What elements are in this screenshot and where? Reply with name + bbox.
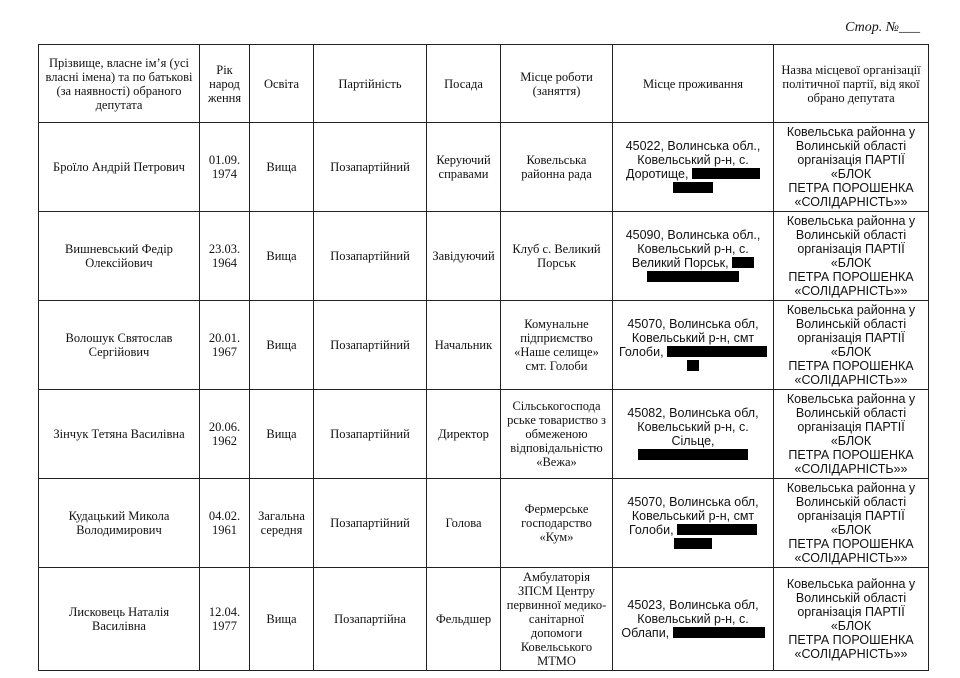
cell-party: Позапартійна [314,568,427,671]
redaction-bar [673,627,765,638]
cell-education: Вища [250,568,314,671]
cell-organization: Ковельська районна у Волинській області організація ПАРТІЇ «БЛОК ПЕТРА ПОРОШЕНКА «СОЛІДАРНІСТЬ»» [774,212,929,301]
header-party: Партійність [314,45,427,123]
cell-position: Завідуючий [427,212,501,301]
cell-education: Вища [250,390,314,479]
cell-position: Начальник [427,301,501,390]
redaction-bar [667,346,767,357]
cell-residence [613,212,774,301]
cell-residence [613,301,774,390]
table-row [39,301,929,390]
redaction-bar [647,271,739,282]
cell-residence [613,390,774,479]
residence-text: 45090, Волинська обл., Ковельський р-н, с. Великий Порськ, [625,228,761,270]
cell-party: Позапартійний [314,123,427,212]
cell-organization: Ковельська районна у Волинській області організація ПАРТІЇ «БЛОК ПЕТРА ПОРОШЕНКА «СОЛІДАРНІСТЬ»» [774,479,929,568]
cell-organization: Ковельська районна у Волинській області організація ПАРТІЇ «БЛОК ПЕТРА ПОРОШЕНКА «СОЛІДАРНІСТЬ»» [774,301,929,390]
header-education: Освіта [250,45,314,123]
cell-party: Позапартійний [314,479,427,568]
header-position: Посада [427,45,501,123]
table-row [39,212,929,301]
cell-residence [613,479,774,568]
redaction-bar [692,168,760,179]
cell-name: Вишневський Федір Олексійович [39,212,200,301]
cell-organization: Ковельська районна у Волинській області організація ПАРТІЇ «БЛОК ПЕТРА ПОРОШЕНКА «СОЛІДАРНІСТЬ»» [774,568,929,671]
cell-workplace: Клуб с. Великий Порськ [501,212,613,301]
cell-party: Позапартійний [314,212,427,301]
cell-education: Вища [250,301,314,390]
cell-workplace: Амбулаторія ЗПСМ Центру первинної медико- санітарної допомоги Ковельського МТМО [501,568,613,671]
cell-name: Кудацький Микола Володимирович [39,479,200,568]
cell-workplace: Сільськогоспода рське товариство з обмеженою відповідальністю «Вежа» [501,390,613,479]
cell-education: Вища [250,212,314,301]
cell-education: Вища [250,123,314,212]
table-row [39,390,929,479]
cell-birth-year: 01.09. 1974 [200,123,250,212]
residence-text: 45082, Волинська обл, Ковельський р-н, с. Сільце, [627,406,759,448]
redaction-bar [674,538,712,549]
table-row [39,479,929,568]
residence-text: 45070, Волинська обл, Ковельський р-н, смт Голоби, [618,317,759,359]
header-workplace: Місце роботи (заняття) [501,45,613,123]
page-number-label: Стор. №___ [845,20,920,35]
deputies-table [38,44,929,671]
redaction-bar [673,182,713,193]
cell-party: Позапартійний [314,390,427,479]
cell-birth-year: 20.01. 1967 [200,301,250,390]
cell-name: Лисковець Наталія Василівна [39,568,200,671]
table-row [39,123,929,212]
residence-text: 45070, Волинська обл, Ковельський р-н, смт Голоби, [627,495,759,537]
cell-birth-year: 23.03. 1964 [200,212,250,301]
cell-position: Голова [427,479,501,568]
cell-organization: Ковельська районна у Волинській області організація ПАРТІЇ «БЛОК ПЕТРА ПОРОШЕНКА «СОЛІДАРНІСТЬ»» [774,123,929,212]
cell-workplace: Ковельська районна рада [501,123,613,212]
table-header-row [39,45,929,123]
redaction-bar [732,257,754,268]
redaction-bar [687,360,699,371]
cell-name: Волошук Святослав Сергійович [39,301,200,390]
header-name: Прізвище, власне ім’я (усі власні імена) та по батькові (за наявності) обраного депутата [39,45,200,123]
header-birth-year: Рік народ ження [200,45,250,123]
cell-name: Броїло Андрій Петрович [39,123,200,212]
cell-residence [613,123,774,212]
header-organization: Назва місцевої організації політичної партії, від якої обрано депутата [774,45,929,123]
residence-text: 45023, Волинська обл, Ковельський р-н, с. Облапи, [621,598,759,640]
cell-birth-year: 12.04. 1977 [200,568,250,671]
residence-text: 45022, Волинська обл., Ковельський р-н, с. Доротище, [625,139,761,181]
cell-residence [613,568,774,671]
header-residence: Місце проживання [613,45,774,123]
cell-position: Фельдшер [427,568,501,671]
cell-position: Директор [427,390,501,479]
table-row [39,568,929,671]
redaction-bar [638,449,748,460]
cell-party: Позапартійний [314,301,427,390]
cell-workplace: Фермерське господарство «Кум» [501,479,613,568]
cell-birth-year: 04.02. 1961 [200,479,250,568]
cell-organization: Ковельська районна у Волинській області організація ПАРТІЇ «БЛОК ПЕТРА ПОРОШЕНКА «СОЛІДАРНІСТЬ»» [774,390,929,479]
cell-birth-year: 20.06. 1962 [200,390,250,479]
cell-name: Зінчук Тетяна Василівна [39,390,200,479]
cell-workplace: Комунальне підприємство «Наше селище» смт. Голоби [501,301,613,390]
cell-position: Керуючий справами [427,123,501,212]
cell-education: Загальна середня [250,479,314,568]
redaction-bar [677,524,757,535]
